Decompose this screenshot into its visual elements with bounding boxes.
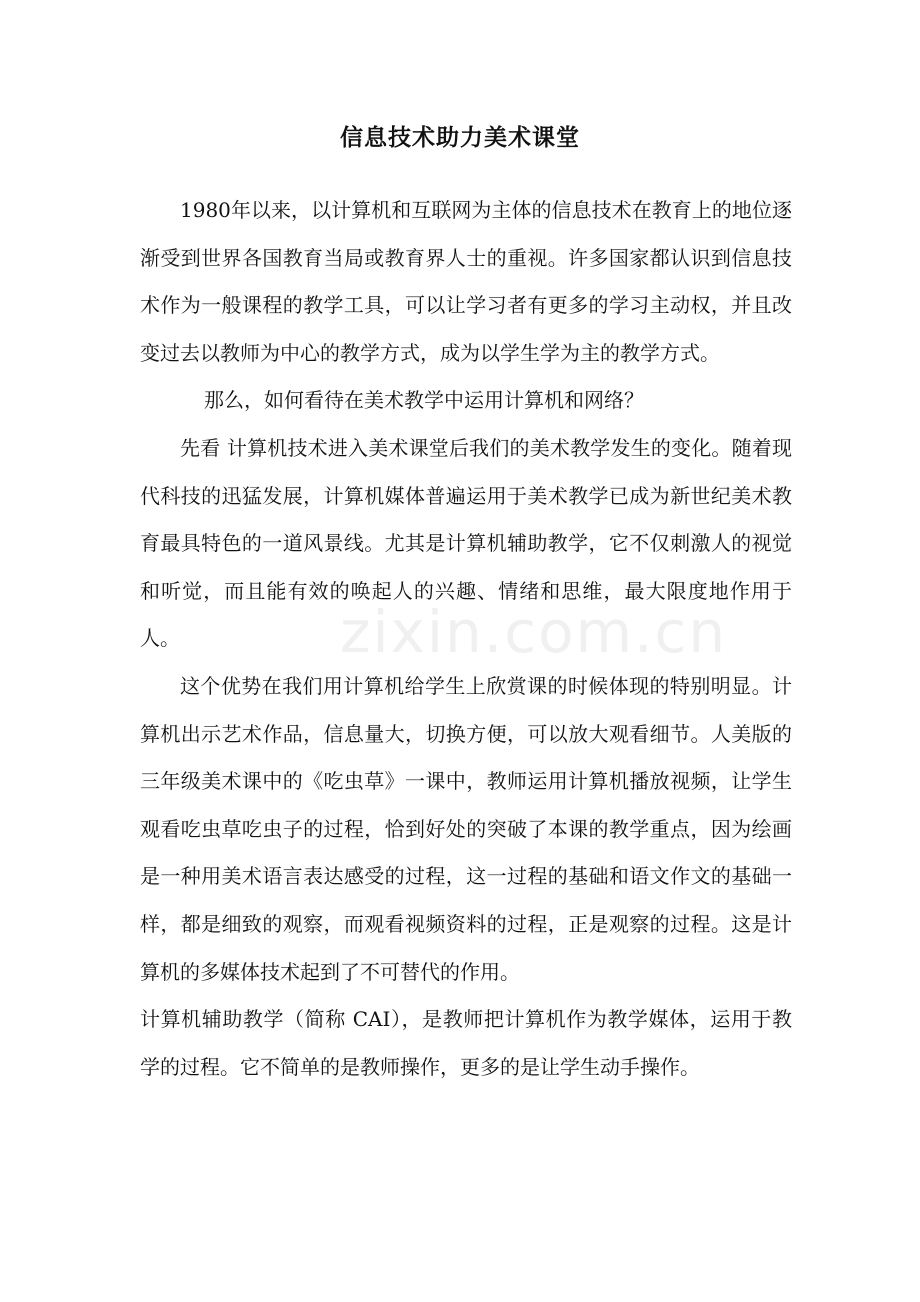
paragraph-changes: 先看 计算机技术进入美术课堂后我们的美术教学发生的变化。随着现代科技的迅猛发展，计算机媒体普遍运用于美术教学已成为新世纪美术教育最具特色的一道风景线。尤其是计算机辅助教学，它不仅刺激人的视觉和听觉，而且能有效的唤起人的兴趣、情绪和思维，最大限度地作用于人。: [140, 435, 792, 651]
watermark: zixin.com.cn: [340, 598, 728, 666]
paragraph-intro: 1980年以来，以计算机和互联网为主体的信息技术在教育上的地位逐渐受到世界各国教育当局或教育界人士的重视。许多国家都认识到信息技术作为一般课程的教学工具，可以让学习者有更多的学习主动权，并且改变过去以教师为中心的教学方式，成为以学生学为主的教学方式。: [140, 198, 792, 365]
paragraph-cai: 计算机辅助教学（简称 CAI），是教师把计算机作为教学媒体，运用于教学的过程。它不简单的是教师操作，更多的是让学生动手操作。: [140, 1007, 792, 1079]
paragraph-question: 那么，如何看待在美术教学中运用计算机和网络？: [204, 388, 644, 413]
document-title: 信息技术助力美术课堂: [340, 124, 580, 151]
document-body: [140, 187, 792, 1091]
paragraph-advantage: 这个优势在我们用计算机给学生上欣赏课的时候体现的特别明显。计算机出示艺术作品，信息量大，切换方便，可以放大观看细节。人美版的三年级美术课中的《吃虫草》一课中，教师运用计算机播放视频，让学生观看吃虫草吃虫子的过程，恰到好处的突破了本课的教学重点，因为绘画是一种用美术语言表达感受的过程，这一过程的基础和语文作文的基础一样，都是细致的观察，而观看视频资料的过程，正是观察的过程。这是计算机的多媒体技术起到了不可替代的作用。: [140, 673, 792, 984]
